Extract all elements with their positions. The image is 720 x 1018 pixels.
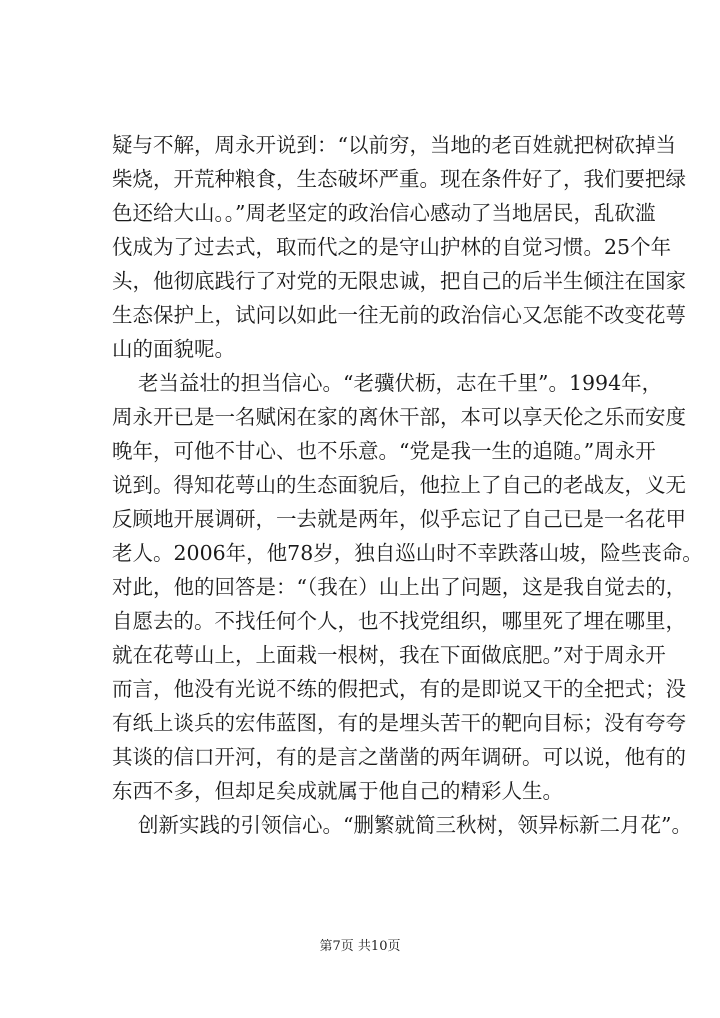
text-line-3: 色还给大山。。”周老坚定的政治信心感动了当地居民，乱砍滥 xyxy=(112,201,656,225)
text-line-10: 晚年，可他不甘心、也不乐意。“党是我一生的追随。”周永开 xyxy=(112,439,656,463)
text-line-15: 自愿去的。不找任何个人，也不找党组织，哪里死了埋在哪里， xyxy=(112,609,686,633)
text-line-2: 柴烧，开荒种粮食，生态破坏严重。现在条件好了，我们要把绿 xyxy=(112,167,686,191)
text-line-4: 伐成为了过去式，取而代之的是守山护林的自觉习惯。25个年 xyxy=(112,235,672,259)
page-number-footer: 第7页 共10页 xyxy=(319,939,401,954)
text-line-12: 反顾地开展调研，一去就是两年，似乎忘记了自己已是一名花甲 xyxy=(112,507,686,531)
paragraph-heading-line: 创新实践的引领信心。“删繁就简三秋树，领异标新二月花”。 xyxy=(138,813,692,837)
text-line-14: 对此，他的回答是：“（我在）山上出了问题，这是我自觉去的， xyxy=(112,575,687,599)
text-line-6: 生态保护上，试问以如此一往无前的政治信心又怎能不改变花萼 xyxy=(112,303,686,327)
text-line-11: 说到。得知花萼山的生态面貌后，他拉上了自己的老战友，义无 xyxy=(112,473,686,497)
text-line-20: 东西不多，但却足矣成就属于他自己的精彩人生。 xyxy=(112,779,563,803)
text-line-7: 山的面貌呢。 xyxy=(112,337,235,361)
text-line-17: 而言，他没有光说不练的假把式，有的是即说又干的全把式；没 xyxy=(112,677,686,701)
text-line-13: 老人。2006年，他78岁，独自巡山时不幸跌落山坡，险些丧命。 xyxy=(112,541,703,565)
text-line-1: 疑与不解，周永开说到：“以前穷，当地的老百姓就把树砍掉当 xyxy=(112,133,676,157)
text-line-18: 有纸上谈兵的宏伟蓝图，有的是埋头苦干的靶向目标；没有夸夸 xyxy=(112,711,686,735)
text-line-5: 头，他彻底践行了对党的无限忠诚，把自己的后半生倾注在国家 xyxy=(112,269,686,293)
text-line-16: 就在花萼山上，上面栽一根树，我在下面做底肥。”对于周永开 xyxy=(112,643,666,667)
text-line-9: 周永开已是一名赋闲在家的离休干部，本可以享天伦之乐而安度 xyxy=(112,405,686,429)
paragraph-heading-line: 老当益壮的担当信心。“老骥伏枥，志在千里”。1994年， xyxy=(138,371,663,395)
text-line-19: 其谈的信口开河，有的是言之凿凿的两年调研。可以说，他有的 xyxy=(112,745,686,769)
